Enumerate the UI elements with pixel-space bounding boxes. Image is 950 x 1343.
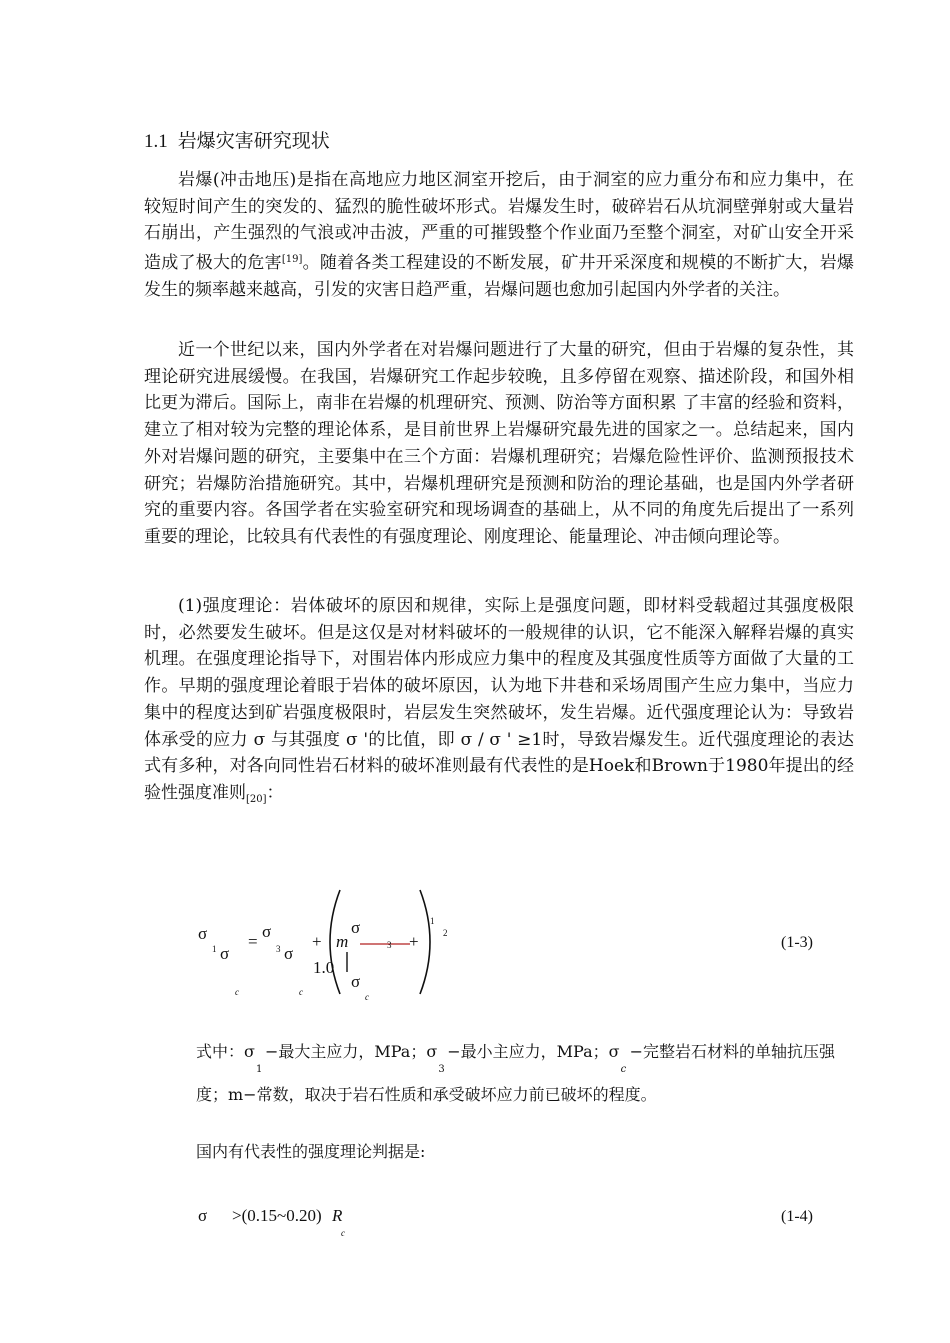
definition-text: −最小主应力，MPa； <box>447 1042 609 1061</box>
section-number: 1.1 <box>144 131 168 152</box>
subscript: c <box>341 1228 345 1238</box>
paragraph-text: 。随着各类工程建设的不断发展，矿井开采深度和规模的不断扩大，岩爆发生的频率越来越高，引发的灾害日趋严重，岩爆问题也愈加引起国内外学者的关注。 <box>144 253 855 300</box>
subscript: 1 <box>212 944 217 954</box>
section-title: 岩爆灾害研究现状 <box>177 130 330 152</box>
citation: [19] <box>281 254 303 266</box>
subscript: 3 <box>438 1064 445 1075</box>
paragraph-rockburst-definition <box>144 167 854 304</box>
subscript: c <box>235 987 239 997</box>
criteria-intro: 国内有代表性的强度理论判据是: <box>196 1142 426 1161</box>
paragraph-text: ： <box>266 782 284 803</box>
sigma-symbol: σ <box>426 1042 438 1061</box>
sigma-symbol: σ <box>351 972 361 991</box>
sigma-symbol: σ <box>262 922 272 941</box>
subscript: c <box>299 987 303 997</box>
subscript: 3 <box>276 944 281 954</box>
sigma-symbol: σ <box>220 944 230 963</box>
subscript: 1 <box>256 1064 263 1075</box>
r-symbol: R <box>332 1206 343 1225</box>
subscript: c <box>620 1064 627 1075</box>
plus-sign: + <box>409 932 419 951</box>
symbol-definitions-line1 <box>196 1040 835 1075</box>
equation-number: (1-3) <box>781 934 813 951</box>
definition-text: −最大主应力，MPa； <box>264 1042 427 1061</box>
definition-text: −完整岩石材料的单轴抗压强 <box>629 1042 835 1061</box>
section-heading <box>144 128 330 155</box>
sigma-symbol: σ <box>284 944 294 963</box>
paragraph-text: (1)强度理论：岩体破坏的原因和规律，实际上是强度问题，即材料受载超过其强度极限时，必然要发生破坏。但是这仅是对材料破坏的一般规律的认识，它不能深入解释岩爆的真实机理。在强度理论指导下，对围岩体内形成应力集中的程度及其强度性质等方面做了大量的工作。早期的强度理论着眼于岩体的破坏原因，认为地下井巷和采场周围产生应力集中，当应力集中的程度达到矿岩强度极限时，岩层发生突然破坏，发生岩爆。近代强度理论认为：导致岩体承受的应力 σ 与其强度 σ '的比值，即 σ / σ ' ≥1时，导致岩爆发生。近代强度理论的表达式有多种，对各向同性岩石材料的破坏准则最有代表性的是Hoek和Brown于1980年提出的经验性强度准则 <box>144 596 854 803</box>
equals-sign: = <box>248 932 258 951</box>
sigma-symbol: σ <box>244 1042 255 1061</box>
superscript: 2 <box>443 928 448 938</box>
paragraph-research-overview <box>144 337 854 551</box>
subscript: 3 <box>387 940 392 950</box>
sigma-symbol: σ <box>198 924 208 943</box>
sigma-symbol: σ <box>198 1206 208 1225</box>
constant-one: 1.0 <box>313 958 335 977</box>
paragraph-text: 近一个世纪以来，国内外学者在对岩爆问题进行了大量的研究，但由于岩爆的复杂性，其理论研究进展缓慢。在我国，岩爆研究工作起步较晚，且多停留在观察、描述阶段，和国外相比更为滞后。国际上，南非在岩爆的机理研究、预测、防治等方面积累 了丰富的经验和资料，建立了相对较为完整的理论体系，是目前世界上岩爆研究最先进的国家之一。总结起来，国内外对岩爆问题的研究，主要集中在三个方面：岩爆机理研究；岩爆危险性评价、监测预报技术研究；岩爆防治措施研究。其中，岩爆机理研究是预测和防治的理论基础，也是国内外学者研究的重要内容。各国学者在实验室研究和现场调查的基础上，从不同的角度先后提出了一系列重要的理论，比较具有代表性的有强度理论、刚度理论、能量理论、冲击倾向理论等。 <box>144 340 854 547</box>
sigma-symbol: σ <box>351 918 361 937</box>
definitions-prefix: 式中： <box>196 1042 245 1061</box>
paragraph-text: 岩爆(冲击地压)是指在高地应力地区洞室开挖后，由于洞室的应力重分布和应力集中，在较短时间产生的突发的、猛烈的脆性破坏形式。岩爆发生时，破碎岩石从坑洞壁弹射或大量岩石崩出，产生强烈的气浪或冲击波，严重的可摧毁整个作业面乃至整个洞室，对矿山安全开采造成了极大的危害 <box>144 170 854 274</box>
plus-sign: + <box>312 932 322 951</box>
equation-number: (1-4) <box>781 1208 813 1225</box>
citation: [20] <box>246 793 267 805</box>
subscript: c <box>365 992 369 1002</box>
right-paren-icon <box>420 890 430 994</box>
superscript: 1 <box>430 916 435 926</box>
symbol-definitions-line2: 度；m−常数，取决于岩石性质和承受破坏应力前已破坏的程度。 <box>196 1085 657 1104</box>
paragraph-strength-theory <box>144 593 854 814</box>
equation-rhs: >(0.15~0.20) <box>232 1206 322 1225</box>
m-symbol: m <box>336 932 349 951</box>
sigma-symbol: σ <box>608 1042 620 1061</box>
